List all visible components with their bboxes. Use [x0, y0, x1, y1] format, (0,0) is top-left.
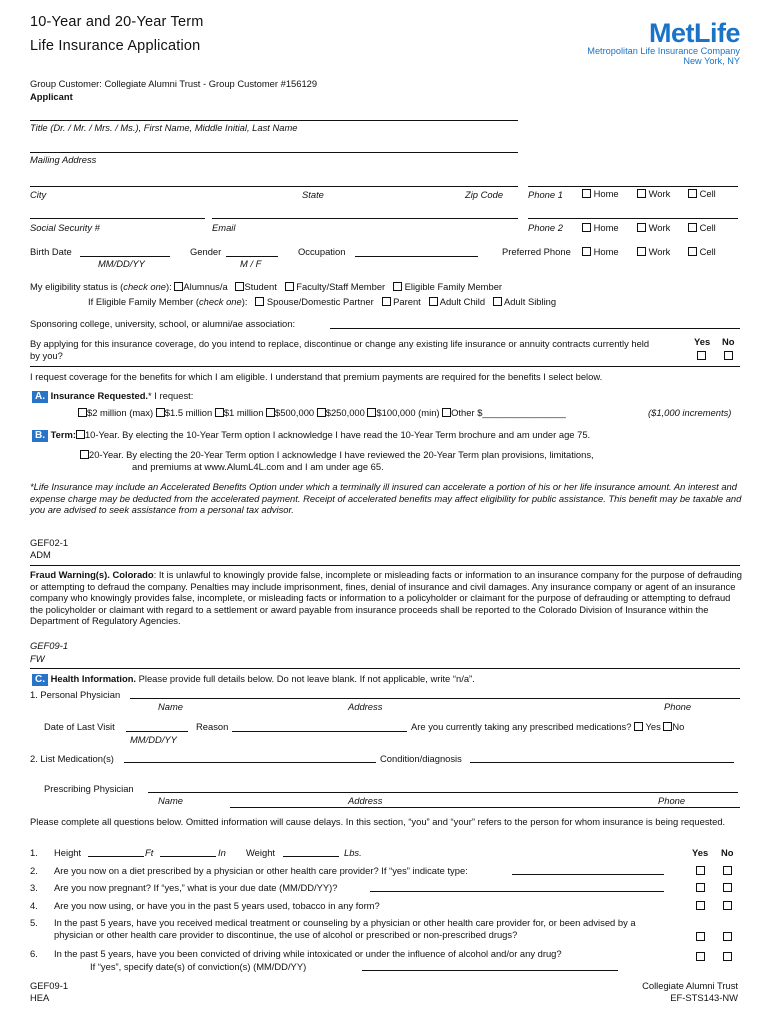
phone2-cell: Cell	[688, 222, 716, 233]
q6-yes	[696, 951, 705, 962]
code-fw: FW	[30, 653, 45, 664]
amount-500k-checkbox[interactable]	[266, 408, 275, 417]
form-title-line2: Life Insurance Application	[30, 38, 201, 54]
phone1-work: Work	[637, 188, 670, 199]
sponsoring-label: Sponsoring college, university, school, or alumni/ae association:	[30, 318, 296, 329]
q1-lbs: Lbs.	[344, 847, 362, 858]
taking-meds-question: Are you currently taking any prescribed medications? Yes No	[411, 721, 685, 732]
q1-ft: Ft	[145, 847, 154, 858]
footer-trust: Collegiate Alumni Trust	[642, 980, 738, 991]
amount-250k-checkbox[interactable]	[317, 408, 326, 417]
q3-yes-checkbox[interactable]	[696, 883, 705, 892]
weight-field[interactable]	[283, 856, 339, 857]
prescribing-physician-field[interactable]	[148, 792, 738, 793]
q6-no-checkbox[interactable]	[723, 952, 732, 961]
fraud-warning: Fraud Warning(s). Colorado: It is unlawful to knowingly provide false, incomplete or misleading facts or information to an insurance company for the purpose of defrauding or attempting to defraud the company. Penalties may include imprisonment, fines, denial of insurance and civil damages. Any insurance company or agent of an insurance company who knowingly provides false, incomplete, or misleading facts or information to a policyholder or claimant for the purpose of defrauding or attempting to defraud the policyholder or claimant with regard to a settlement or award payable from insurance proceeds shall be reported to the Colorado Division of Insurance within the Department of Regulatory Agencies.	[30, 569, 742, 626]
preferred-phone-label: Preferred Phone	[502, 246, 571, 257]
personal-physician-field[interactable]	[130, 698, 740, 699]
q5-yes	[696, 931, 705, 942]
preferred-work-checkbox[interactable]	[637, 247, 646, 256]
coverage-intro: I request coverage for the benefits for which I am eligible. I understand that premium payments are required for the benefits I select below.	[30, 371, 603, 382]
q2-yes	[696, 865, 705, 876]
phone2-label: Phone 2	[528, 222, 563, 233]
phone1-cell-checkbox[interactable]	[688, 189, 697, 198]
phone1-home-checkbox[interactable]	[582, 189, 591, 198]
q4-no	[723, 900, 732, 911]
reason-field[interactable]	[232, 731, 407, 732]
q3-num: 3.	[30, 882, 38, 893]
q5-no	[723, 931, 732, 942]
birth-date-label: Birth Date	[30, 246, 72, 257]
logo-sub2: New York, NY	[683, 56, 740, 66]
form-title-line1: 10-Year and 20-Year Term	[30, 14, 204, 30]
physician-phone-label: Phone	[664, 701, 692, 712]
gender-field[interactable]	[226, 256, 278, 257]
applicant-heading: Applicant	[30, 91, 73, 102]
phone2-work-checkbox[interactable]	[637, 223, 646, 232]
eligible-family-checkbox[interactable]	[393, 282, 402, 291]
health-no-header: No	[721, 847, 734, 858]
phone2-home: Home	[582, 222, 619, 233]
amount-other-checkbox[interactable]	[442, 408, 451, 417]
list-medications-label: 2. List Medication(s)	[30, 753, 114, 764]
replace-no-checkbox[interactable]	[724, 351, 733, 360]
code-gef09: GEF09-1	[30, 640, 69, 651]
q2-no-checkbox[interactable]	[723, 866, 732, 875]
phone1-work-checkbox[interactable]	[637, 189, 646, 198]
last-visit-format: MM/DD/YY	[130, 734, 177, 745]
preferred-work: Work	[637, 246, 670, 257]
phone2-home-checkbox[interactable]	[582, 223, 591, 232]
condition-field[interactable]	[470, 762, 734, 763]
parent-checkbox[interactable]	[382, 297, 391, 306]
q1-height-label: Height	[54, 847, 82, 858]
q4-yes-checkbox[interactable]	[696, 901, 705, 910]
replace-no-label: No	[722, 336, 735, 347]
preferred-cell-checkbox[interactable]	[688, 247, 697, 256]
preferred-cell: Cell	[688, 246, 716, 257]
replace-yes-checkbox[interactable]	[697, 351, 706, 360]
q1-weight-label: Weight	[246, 847, 276, 858]
accelerated-footnote: *Life Insurance may include an Accelerated Benefits Option under which a terminally ill insured can accelerate a portion of his or her life insurance amount. An interest and expense charge may be deducted from the accelerated payment. Receipt of accelerated benefits may affect eligibility for public assistance. This benefit may be taxable and you are advised to seek assistance from a personal tax advisor.	[30, 481, 742, 515]
phone1-cell: Cell	[688, 188, 716, 199]
replace-no	[724, 350, 733, 361]
q6-sub-text: If “yes”, specify date(s) of conviction(s) (MM/DD/YY)	[90, 961, 307, 972]
section-c-badge: C.	[32, 674, 48, 686]
q3-text: Are you now pregnant? If “yes,” what is your due date (MM/DD/YY)?	[54, 882, 338, 893]
prescribing-name-label: Name	[158, 795, 184, 806]
code-gef02: GEF02-1	[30, 537, 69, 548]
birth-date-field[interactable]	[80, 256, 170, 257]
increments-note: ($1,000 increments)	[648, 407, 732, 418]
footer-form-number: EF-STS143-NW	[670, 992, 738, 1003]
q6-num: 6.	[30, 948, 38, 959]
city-state-zip-field[interactable]	[30, 186, 518, 187]
phone2-field[interactable]	[528, 218, 738, 219]
reason-label: Reason	[196, 721, 229, 732]
replace-question: By applying for this insurance coverage, do you intend to replace, discontinue or change any existing life insurance or annuity contracts currently held by you?	[30, 338, 650, 361]
logo-sub1: Metropolitan Life Insurance Company	[587, 46, 740, 56]
prescribing-physician-label: Prescribing Physician	[44, 783, 134, 794]
name-label: Title (Dr. / Mr. / Mrs. / Ms.), First Name, Middle Initial, Last Name	[30, 122, 298, 133]
q4-text: Are you now using, or have you in the past 5 years used, tobacco in any form?	[54, 900, 380, 911]
term20-line1: 20-Year. By electing the 20-Year Term option I acknowledge I have reviewed the 20-Year Term plan provisions, limitations,	[80, 449, 594, 460]
sponsoring-field[interactable]	[330, 328, 740, 329]
faculty-checkbox[interactable]	[285, 282, 294, 291]
term10-checkbox[interactable]	[76, 430, 85, 439]
phone1-label: Phone 1	[528, 189, 563, 200]
ssn-label: Social Security #	[30, 222, 100, 233]
q1-in: In	[218, 847, 226, 858]
q2-diet-type-field[interactable]	[512, 874, 664, 875]
phone2-cell-checkbox[interactable]	[688, 223, 697, 232]
term20-line2: and premiums at www.AlumL4L.com and I am under age 65.	[132, 461, 384, 472]
last-visit-field[interactable]	[126, 731, 188, 732]
q6-yes-checkbox[interactable]	[696, 952, 705, 961]
q5-num: 5.	[30, 917, 38, 928]
phone1-home: Home	[582, 188, 619, 199]
divider	[30, 366, 740, 367]
physician-address-label: Address	[348, 701, 383, 712]
birth-format: MM/DD/YY	[98, 258, 145, 269]
q4-yes	[696, 900, 705, 911]
metlife-logo	[570, 20, 740, 66]
height-ft-field[interactable]	[88, 856, 144, 857]
amount-1m-checkbox[interactable]	[215, 408, 224, 417]
divider	[30, 565, 740, 566]
meds-yes-checkbox[interactable]	[634, 722, 643, 731]
zip-label: Zip Code	[465, 189, 504, 200]
divider	[30, 668, 740, 669]
q2-no	[723, 865, 732, 876]
footer-code-hea: HEA	[30, 992, 50, 1003]
height-in-field[interactable]	[160, 856, 216, 857]
q3-no	[723, 882, 732, 893]
section-b-badge: B.	[32, 430, 48, 442]
amount-options: $2 million (max) $1.5 million $1 million $500,000 $250,000 $100,000 (min) Other $________________	[78, 407, 566, 418]
phone2-work: Work	[637, 222, 670, 233]
adult-sibling-checkbox[interactable]	[493, 297, 502, 306]
last-visit-label: Date of Last Visit	[44, 721, 115, 732]
q5-text: In the past 5 years, have you received medical treatment or counseling by a physician or other health care provider for, or been advised by a physician or other health care provider to discontinue, the use of alcohol or prescribed or non-prescribed drugs?	[54, 917, 636, 940]
term-heading: B. Term: 10-Year. By electing the 10-Year Term option I acknowledge I have read the 10-Year Term brochure and am under age 75.	[32, 429, 590, 442]
replace-yes	[697, 350, 706, 361]
email-field[interactable]	[212, 218, 518, 219]
q6-no	[723, 951, 732, 962]
occupation-label: Occupation	[298, 246, 346, 257]
family-row: If Eligible Family Member (check one): Spouse/Domestic Partner Parent Adult Child Adult Sibling	[88, 296, 557, 307]
insurance-requested-heading: A. Insurance Requested.* I request:	[32, 390, 193, 403]
logo-brand: MetLife	[649, 18, 740, 48]
code-adm: ADM	[30, 549, 51, 560]
section-a-badge: A.	[32, 391, 48, 403]
gender-label: Gender	[190, 246, 222, 257]
city-label: City	[30, 189, 47, 200]
prescribing-phone-label: Phone	[658, 795, 686, 806]
q2-yes-checkbox[interactable]	[696, 866, 705, 875]
divider	[230, 807, 740, 808]
q6-text: In the past 5 years, have you been convicted of driving while intoxicated or under the influence of alcohol and/or any drug?	[54, 948, 562, 959]
prescribing-address-label: Address	[348, 795, 383, 806]
name-field[interactable]	[30, 120, 518, 121]
phone1-field[interactable]	[528, 186, 738, 187]
alumnus-checkbox[interactable]	[174, 282, 183, 291]
q6-conviction-date-field[interactable]	[362, 970, 618, 971]
q4-no-checkbox[interactable]	[723, 901, 732, 910]
group-customer: Group Customer: Collegiate Alumni Trust - Group Customer #156129	[30, 78, 318, 89]
footer-code-gef09: GEF09-1	[30, 980, 69, 991]
mailing-label: Mailing Address	[30, 154, 97, 165]
q5-no-checkbox[interactable]	[723, 932, 732, 941]
q5-yes-checkbox[interactable]	[696, 932, 705, 941]
amount-1-5m-checkbox[interactable]	[156, 408, 165, 417]
health-heading: C. Health Information. Please provide full details below. Do not leave blank. If not applicable, write “n/a”.	[32, 673, 475, 686]
q2-num: 2.	[30, 865, 38, 876]
q3-no-checkbox[interactable]	[723, 883, 732, 892]
q1-num: 1.	[30, 847, 38, 858]
state-label: State	[302, 189, 324, 200]
gender-format: M / F	[240, 258, 262, 269]
health-yes-header: Yes	[692, 847, 709, 858]
preferred-home: Home	[582, 246, 619, 257]
preferred-home-checkbox[interactable]	[582, 247, 591, 256]
q2-text: Are you now on a diet prescribed by a physician or other health care provider? If “yes” indicate type:	[54, 865, 468, 876]
ssn-field[interactable]	[30, 218, 205, 219]
spouse-checkbox[interactable]	[255, 297, 264, 306]
amount-2m-checkbox[interactable]	[78, 408, 87, 417]
mailing-address-field[interactable]	[30, 152, 518, 153]
email-label: Email	[212, 222, 236, 233]
occupation-field[interactable]	[355, 256, 478, 257]
term20-checkbox[interactable]	[80, 450, 89, 459]
personal-physician-label: 1. Personal Physician	[30, 689, 121, 700]
condition-label: Condition/diagnosis	[380, 753, 462, 764]
adult-child-checkbox[interactable]	[429, 297, 438, 306]
physician-name-label: Name	[158, 701, 184, 712]
q4-num: 4.	[30, 900, 38, 911]
q3-yes	[696, 882, 705, 893]
medications-field[interactable]	[124, 762, 376, 763]
replace-yes-label: Yes	[694, 336, 711, 347]
q3-due-date-field[interactable]	[370, 891, 664, 892]
eligibility-row: My eligibility status is (check one): Alumnus/a Student Faculty/Staff Member Eligible Family Member	[30, 281, 503, 292]
complete-all-note: Please complete all questions below. Omitted information will cause delays. In this section, “you” and “your” refers to the person for whom insurance is being requested.	[30, 816, 726, 827]
